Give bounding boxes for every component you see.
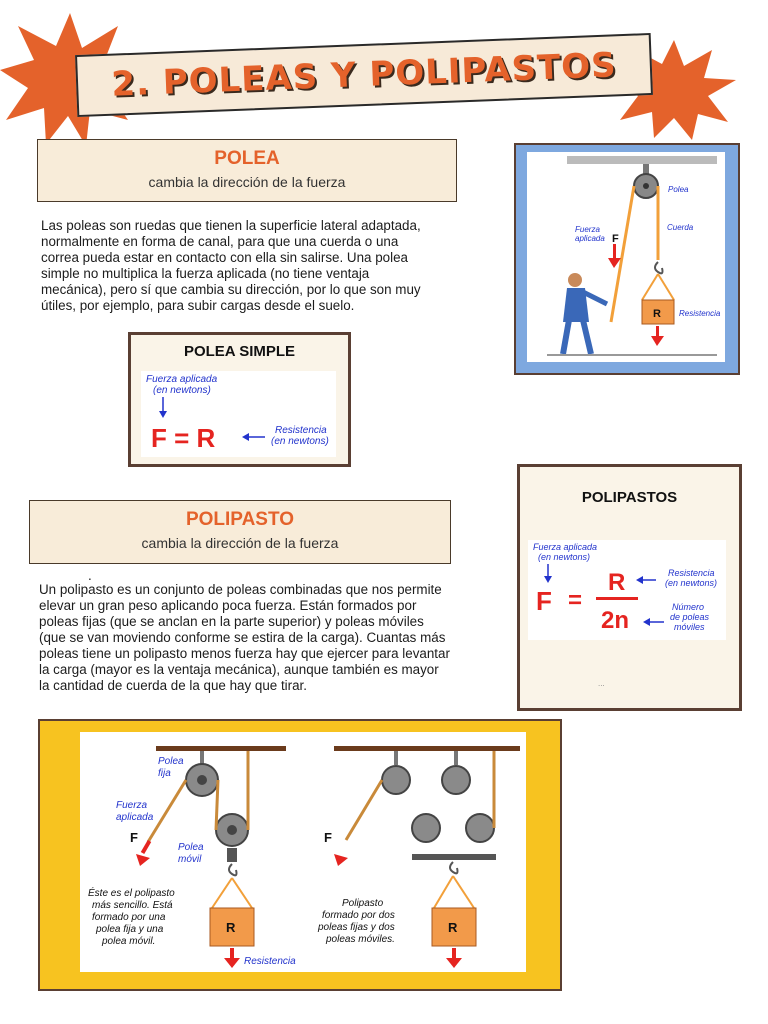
polea-simple-card	[128, 332, 351, 467]
caption-right-line: poleas móviles.	[326, 934, 395, 945]
force-label-line1: Fuerza aplicada	[146, 374, 218, 385]
force-label-line2: (en newtons)	[538, 552, 591, 562]
caption-left-line: formado por una	[92, 912, 166, 923]
polea-label-box	[37, 139, 457, 202]
polea-heading: POLEA	[214, 148, 280, 169]
force-label-line2: aplicada	[116, 812, 154, 823]
formula-numerator: R	[608, 569, 626, 596]
n-label-line3: móviles	[674, 622, 705, 632]
polipastos-card	[517, 464, 742, 711]
force-f-left: F	[130, 830, 138, 845]
n-label-line1: Número	[672, 602, 705, 612]
polipasto-label-box	[29, 500, 451, 564]
text-line: mecánica), pero sí que cambia su dirección, por lo que son muy	[41, 282, 421, 297]
text-line: (que se van moviendo conforme se estira de la carga). Cuantas más	[39, 630, 446, 645]
force-label-line1: Fuerza	[575, 225, 600, 234]
force-f-right: F	[324, 830, 332, 845]
polea-simple-formula	[141, 371, 336, 457]
caption-right-line: Polipasto	[342, 898, 384, 909]
text-line: normalmente en forma de canal, para que una cuerda o una	[41, 234, 399, 249]
compound-pulley-illustration	[80, 732, 526, 972]
text-line: poleas tiene un polipasto menos fuerza hay que ejercer para levantar	[39, 646, 450, 661]
movable-pulley-label-line1: Polea	[178, 842, 204, 853]
movable-pulley-label-line2: móvil	[178, 854, 202, 865]
fixed-pulley-label-line2: fija	[158, 768, 171, 779]
formula-denominator: 2n	[601, 607, 630, 634]
pulley-label: Polea	[668, 185, 689, 194]
resist-label-line2: (en newtons)	[665, 578, 718, 588]
force-label-line1: Fuerza aplicada	[533, 542, 598, 552]
resist-label-line1: Resistencia	[668, 568, 715, 578]
caption-right	[317, 898, 395, 945]
fixed-pulley-label-line1: Polea	[158, 756, 184, 767]
force-f-label: F	[612, 233, 619, 245]
caption-left-line: polea móvil.	[102, 936, 156, 947]
force-label-line1: Fuerza	[116, 800, 148, 811]
text-line: útiles, por ejemplo, para subir cargas desde el suelo.	[41, 298, 355, 313]
polipastos-formula	[528, 540, 726, 640]
caption-left-line: Éste es el polipasto	[88, 888, 175, 899]
load-r-left: R	[226, 920, 236, 935]
caption-left-line: más sencillo. Está	[92, 900, 173, 911]
simple-pulley-illustration	[527, 152, 725, 362]
caption-left-line: polea fija y una	[96, 924, 164, 935]
polea-subtitle: cambia la dirección de la fuerza	[148, 174, 346, 190]
compound-pulley-illustration-frame	[38, 719, 562, 991]
simple-pulley-illustration-frame	[514, 143, 740, 375]
polipasto-heading: POLIPASTO	[185, 509, 295, 530]
page-title: 2. POLEAS Y POLIPASTOS	[110, 45, 618, 105]
polea-paragraph	[41, 218, 481, 314]
resistance-label: Resistencia	[679, 309, 721, 318]
text-line: Un polipasto es un conjunto de poleas combinadas que nos permite	[39, 582, 442, 597]
resistance-label: Resistencia	[244, 956, 296, 967]
polipasto-subtitle: cambia la dirección de la fuerza	[141, 535, 339, 551]
formula-equals: =	[568, 587, 583, 614]
resist-label-line2: (en newtons)	[271, 436, 329, 447]
text-dot: .	[88, 568, 92, 583]
rope-label: Cuerda	[667, 223, 694, 232]
caption-right-line: poleas fijas y dos	[318, 922, 395, 933]
polipastos-footnote: ...	[598, 679, 605, 688]
polipastos-title: POLIPASTOS	[581, 489, 678, 506]
text-line: la carga (mayor es la ventaja mecánica), aunque también es mayor	[39, 662, 439, 677]
load-r-label: R	[653, 308, 661, 320]
caption-right-line: formado por dos	[322, 910, 395, 921]
formula-f: F	[536, 586, 552, 616]
n-label-line2: de poleas	[670, 612, 710, 622]
force-label-line2: aplicada	[575, 234, 605, 243]
page-title-banner	[75, 33, 653, 117]
force-label-line2: (en newtons)	[153, 385, 211, 396]
text-line: poleas fijas (que se anclan en la parte superior) y poleas móviles	[39, 614, 424, 629]
text-line: simple no multiplica la fuerza aplicada (no tiene ventaja	[41, 266, 370, 281]
formula-f-equals-r: F = R	[151, 423, 216, 453]
text-line: elevar un gran peso aplicando poca fuerza. Están formados por	[39, 598, 417, 613]
text-line: correa pueda estar en contacto con ella sin salirse. Una polea	[41, 250, 408, 265]
text-line: Las poleas son ruedas que tienen la superficie lateral adaptada,	[41, 218, 421, 233]
load-r-right: R	[448, 920, 458, 935]
polea-simple-title: POLEA SIMPLE	[183, 343, 296, 360]
caption-left	[88, 886, 175, 947]
polipasto-paragraph	[39, 570, 489, 694]
text-line: la cantidad de cuerda de la que hay que tirar.	[39, 678, 308, 693]
resist-label-line1: Resistencia	[275, 425, 327, 436]
